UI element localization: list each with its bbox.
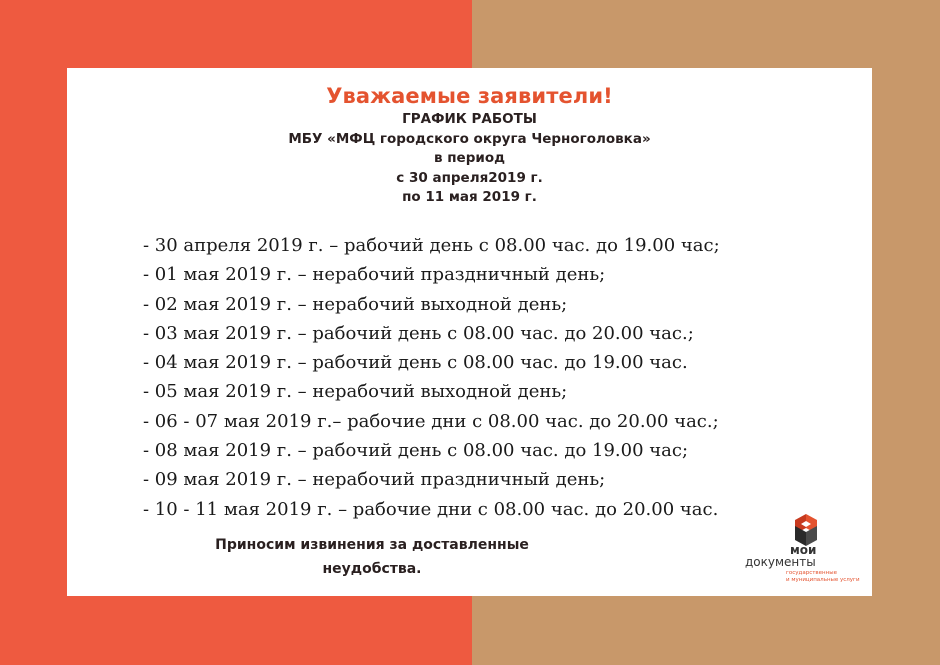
schedule-item: - 05 мая 2019 г. – нерабочий выходной день;	[143, 381, 568, 403]
schedule-item: - 30 апреля 2019 г. – рабочий день с 08.00 час. до 19.00 час;	[143, 235, 720, 256]
schedule-item: - 04 мая 2019 г. – рабочий день с 08.00 час. до 19.00 час.	[143, 352, 688, 374]
notice-header	[67, 82, 872, 208]
apology-line-1: Приносим извинения за доставленные	[215, 537, 529, 553]
greeting-title: Уважаемые заявители!	[326, 84, 613, 108]
apology-note	[157, 533, 587, 581]
logo-subtitle	[786, 570, 860, 583]
moi-dokumenty-logo-icon	[795, 514, 817, 546]
organization-name: МБУ «МФЦ городского округа Черноголовка»	[288, 130, 651, 147]
schedule-item: - 02 мая 2019 г. – нерабочий выходной день;	[143, 293, 568, 315]
period-from: с 30 апреля2019 г.	[396, 169, 543, 186]
schedule-item: - 08 мая 2019 г. – рабочий день с 08.00 час. до 19.00 час;	[143, 440, 689, 462]
schedule-title: ГРАФИК РАБОТЫ	[402, 111, 537, 127]
period-label: в период	[433, 150, 506, 166]
period-to: по 11 мая 2019 г.	[402, 189, 537, 205]
logo-subtitle-line-1: государственные	[786, 570, 837, 576]
schedule-list	[143, 231, 720, 524]
schedule-item: - 06 - 07 мая 2019 г.– рабочие дни с 08.00 час. до 20.00 час.;	[143, 410, 719, 432]
apology-line-2: неудобства.	[322, 561, 422, 577]
schedule-item: - 09 мая 2019 г. – нерабочий праздничный день;	[143, 469, 606, 491]
schedule-item: - 10 - 11 мая 2019 г. – рабочие дни с 08.00 час. до 20.00 час.	[143, 498, 719, 520]
schedule-item: - 03 мая 2019 г. – рабочий день с 08.00 час. до 20.00 час.;	[143, 322, 694, 344]
logo-brand-line-1: мои	[790, 543, 817, 557]
notice-card	[67, 68, 872, 596]
schedule-item: - 01 мая 2019 г. – нерабочий праздничный день;	[143, 264, 606, 286]
logo-brand-line-2: документы	[745, 555, 816, 569]
moi-dokumenty-logo	[743, 514, 860, 594]
logo-subtitle-line-2: и муниципальные услуги	[786, 576, 860, 583]
